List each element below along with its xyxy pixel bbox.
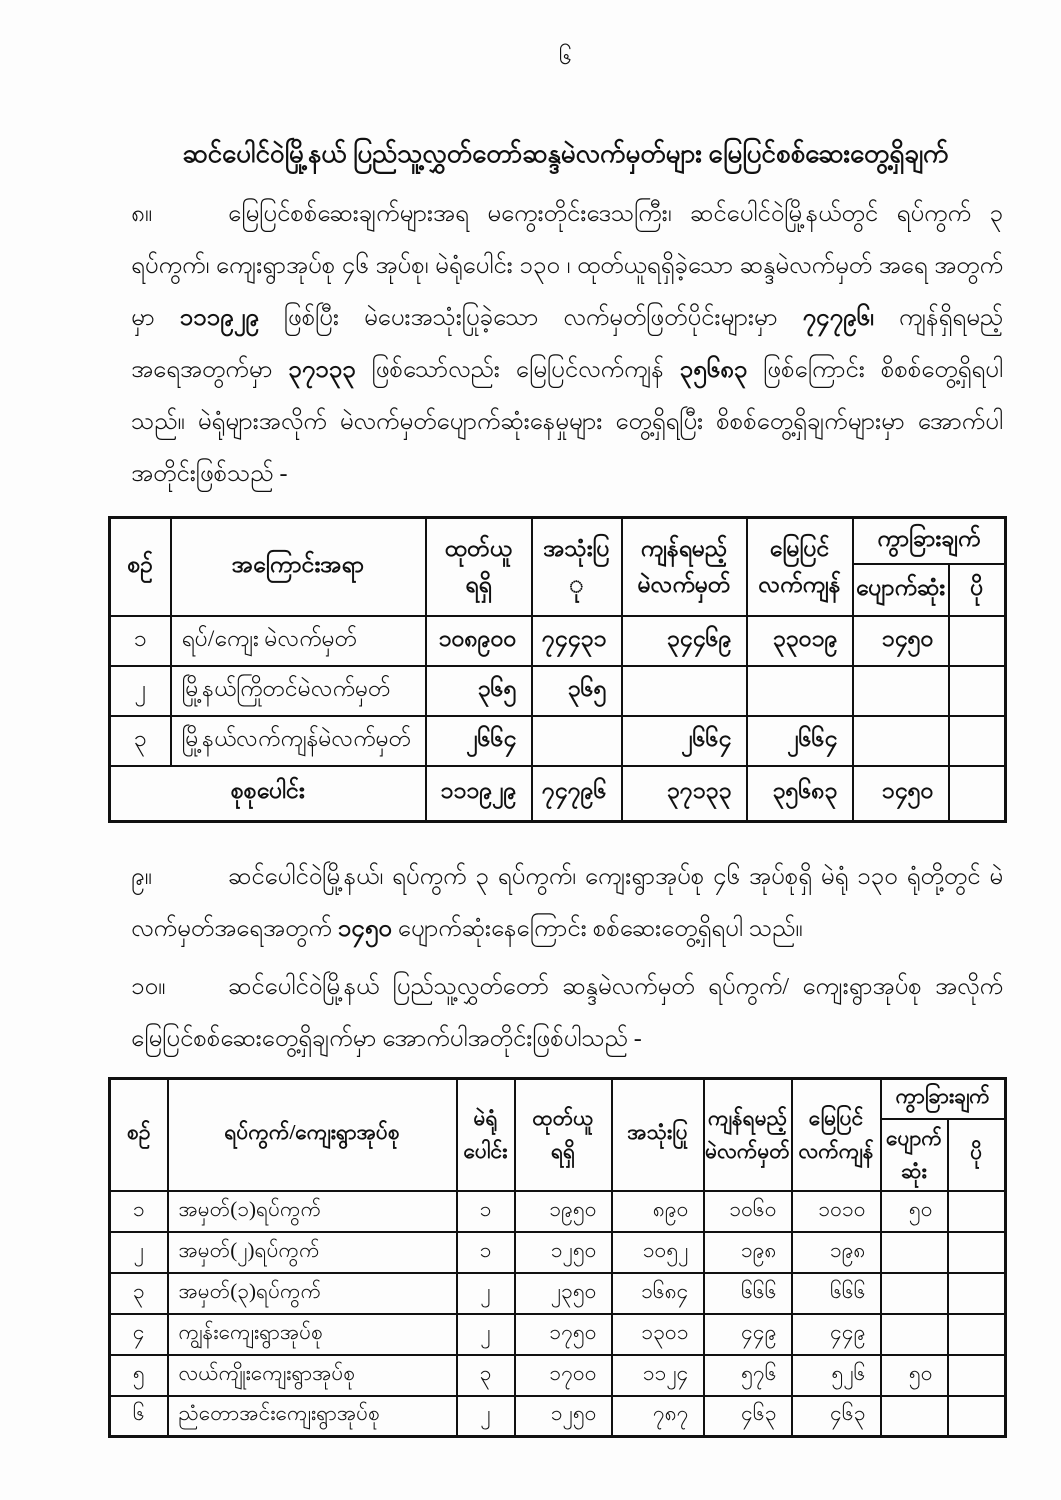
emphasized-number: ၁၁၁၉၂၉ xyxy=(179,305,259,331)
page-number: ၆ xyxy=(559,44,572,69)
table-cell: ၂၆၆၄ xyxy=(622,716,747,766)
paragraph-10-number: ၁၀။ xyxy=(131,974,166,1000)
table-cell: ကျွန်းကျေးရွာအုပ်စု xyxy=(168,1314,457,1355)
table-cell: ၂ xyxy=(457,1273,515,1314)
total-excess xyxy=(949,766,1006,822)
t1-header-ground-line2: လက်ကျန် xyxy=(758,571,841,597)
table-cell: အမှတ်(၃)ရပ်ကွက် xyxy=(168,1273,457,1314)
table-row xyxy=(110,716,1006,766)
table-cell: ၁၄၅၀ xyxy=(853,616,949,666)
t2-header-no: စဉ် xyxy=(110,1079,168,1191)
table-cell xyxy=(948,1355,1006,1396)
table-cell: ၁၀၁၀ xyxy=(792,1191,881,1232)
table-cell xyxy=(747,666,853,716)
t1-header-no: စဉ် xyxy=(110,518,171,616)
table-cell: ၁၀၈၉၀၀ xyxy=(426,616,532,666)
table-cell: ၃၃၀၁၉ xyxy=(747,616,853,666)
emphasized-number: ၁၄၅၀ xyxy=(337,916,392,942)
t1-header-remaining-line1: ကျန်ရမည့် xyxy=(640,536,728,562)
t2-header-difference: ကွာခြားချက် xyxy=(881,1079,1006,1119)
table-cell xyxy=(949,616,1006,666)
table-row xyxy=(110,1191,1006,1232)
t1-header-lost: ပျောက်ဆုံး xyxy=(853,564,949,616)
emphasized-number: ၃၅၆၈၃ xyxy=(679,357,748,383)
t1-header-ground xyxy=(747,518,853,616)
table-cell: ၁၇၅၀ xyxy=(515,1314,612,1355)
text-segment: ဖြစ်ကြောင်း စိစစ်တွေ့ရှိရပါ သည်။ မဲရုံများအလိုက် မဲလက်မှတ်ပျောက်ဆုံးနေမှုများ တွေ့ရှိရပြီး စိစစ်တွေ့ရှိချက်များမှာ အောက်ပါအတိုင်းဖြစ်သည် - xyxy=(131,357,1003,487)
table-row xyxy=(110,666,1006,716)
t1-header-issued xyxy=(426,518,532,616)
table-cell: ၁၉၈ xyxy=(792,1232,881,1273)
ward-detail-table-header xyxy=(110,1079,1006,1191)
t2-header-ground xyxy=(792,1079,881,1191)
table-cell xyxy=(532,716,622,766)
table-cell: မြို့နယ်လက်ကျန်မဲလက်မှတ် xyxy=(171,716,426,766)
table-cell: ၆၆၆ xyxy=(704,1273,792,1314)
paragraph-8 xyxy=(131,188,1003,500)
table-cell: ၃ xyxy=(110,716,171,766)
t2-header-excess: ပို xyxy=(948,1119,1006,1191)
total-row xyxy=(110,766,1006,822)
text-segment: ကျန်ရှိရမည့် အရေအတွက်မှာ xyxy=(131,305,1003,383)
table-cell: ၂၃၅၀ xyxy=(515,1273,612,1314)
table-cell: ၁၉၈ xyxy=(704,1232,792,1273)
table-cell: မြို့နယ်ကြိုတင်မဲလက်မှတ် xyxy=(171,666,426,716)
paragraph-9-number: ၉။ xyxy=(131,864,152,890)
table-cell: ၁၉၅၀ xyxy=(515,1191,612,1232)
table-cell xyxy=(853,666,949,716)
document-title: ဆင်ပေါင်ဝဲမြို့နယ် ပြည်သူ့လွှတ်တော်ဆန္ဒမဲလက်မှတ်များ မြေပြင်စစ်ဆေးတွေ့ရှိချက် xyxy=(182,139,949,168)
table-cell xyxy=(948,1191,1006,1232)
emphasized-number: ၇၄၇၉၆၊ xyxy=(802,305,874,331)
table-row xyxy=(110,616,1006,666)
table-cell: ၄ xyxy=(110,1314,168,1355)
table-cell: ၄၄၉ xyxy=(704,1314,792,1355)
t2-header-remaining-line1: ကျန်ရမည့် xyxy=(707,1106,788,1131)
table-cell: ၁၂၅၀ xyxy=(515,1232,612,1273)
t2-header-stations xyxy=(457,1079,515,1191)
table-cell: ၂ xyxy=(457,1396,515,1437)
t2-header-stations-line1: မဲရုံ xyxy=(473,1106,498,1131)
table-cell: ၁ xyxy=(110,616,171,666)
table-cell xyxy=(622,666,747,716)
table-cell: ၂ xyxy=(110,1232,168,1273)
t1-header-issued-line1: ထုတ်ယူ xyxy=(445,536,512,562)
table-cell: ၄၆၃ xyxy=(704,1396,792,1437)
ballot-summary-table xyxy=(108,516,1007,823)
table-cell: ၂ xyxy=(457,1314,515,1355)
t1-header-issued-line2: ရရှိ xyxy=(465,571,492,597)
table-cell xyxy=(853,716,949,766)
t2-header-issued-line2: ရရှိ xyxy=(550,1138,576,1163)
ballot-summary-table-header xyxy=(110,518,1006,616)
table-cell: ညံတောအင်းကျေးရွာအုပ်စု xyxy=(168,1396,457,1437)
table-cell: ၁၆၈၄ xyxy=(612,1273,704,1314)
table-cell: ၄၆၃ xyxy=(792,1396,881,1437)
text-segment: ပျောက်ဆုံးနေကြောင်း စစ်ဆေးတွေ့ရှိရပါ သည်။ xyxy=(391,916,803,942)
t1-header-excess: ပို xyxy=(949,564,1006,616)
table-cell: ၁၂၅၀ xyxy=(515,1396,612,1437)
table-cell: ၅၇၆ xyxy=(704,1355,792,1396)
t2-header-lost-line2: ဆုံး xyxy=(901,1158,927,1183)
table-cell xyxy=(881,1314,948,1355)
t2-header-remaining-line2: မဲလက်မှတ် xyxy=(705,1138,790,1163)
table-row xyxy=(110,1314,1006,1355)
paragraph-8-number: ၈။ xyxy=(131,201,152,227)
t1-header-remaining xyxy=(622,518,747,616)
table-cell: အမှတ်(၂)ရပ်ကွက် xyxy=(168,1232,457,1273)
t1-header-ground-line1: မြေပြင် xyxy=(769,536,830,562)
table-cell: ၁ xyxy=(110,1191,168,1232)
table-cell: ၂ xyxy=(110,666,171,716)
table-cell: လယ်ကျိုးကျေးရွာအုပ်စု xyxy=(168,1355,457,1396)
table-cell: ၁ xyxy=(457,1191,515,1232)
total-lost: ၁၄၅၀ xyxy=(853,766,949,822)
t2-header-remaining xyxy=(704,1079,792,1191)
text-segment: ဆင်ပေါင်ဝဲမြို့နယ်၊ ရပ်ကွက် ၃ ရပ်ကွက်၊ ကျေးရွာအုပ်စု ၄၆ အုပ်စုရှိ မဲရုံ ၁၃၀ ရုံတို့တွင် မဲလက်မှတ်အရေအတွက် xyxy=(131,864,1003,942)
table-cell: ၁ xyxy=(457,1232,515,1273)
table-cell: ၁၀၆၀ xyxy=(704,1191,792,1232)
table-cell: ၃ xyxy=(110,1273,168,1314)
paragraph-9 xyxy=(131,851,1003,955)
text-segment: မြေပြင်စစ်ဆေးချက်များအရ မကွေးတိုင်းဒေသကြီး၊ ဆင်ပေါင်ဝဲမြို့နယ်တွင် ရပ်ကွက် ၃ ရပ်ကွက်၊ ကျေးရွာအုပ်စု ၄၆ အုပ်စု၊ မဲရုံပေါင်း ၁၃၀ ၊ ထုတ်ယူရရှိခဲ့သော ဆန္ဒမဲလက်မှတ် အရေ အတွက်မှာ xyxy=(131,201,1004,331)
t2-header-stations-line2: ပေါင်း xyxy=(463,1138,508,1163)
ballot-summary-table-body xyxy=(110,616,1006,766)
ward-detail-table xyxy=(108,1077,1007,1438)
table-cell: ၅၂၆ xyxy=(792,1355,881,1396)
t2-header-used: အသုံးပြု xyxy=(612,1079,704,1191)
t2-header-lost-line1: ပျောက် xyxy=(886,1125,942,1150)
paragraph-10 xyxy=(131,961,1003,1065)
total-ground: ၃၅၆၈၃ xyxy=(747,766,853,822)
text-segment: ဖြစ်ပြီး မဲပေးအသုံးပြုခဲ့သော လက်မှတ်ဖြတ်ပိုင်းများမှာ xyxy=(258,305,803,331)
table-cell xyxy=(881,1232,948,1273)
t1-header-used-line1: အသုံးပြ xyxy=(543,536,610,562)
table-cell: ၄၄၉ xyxy=(792,1314,881,1355)
table-cell xyxy=(949,716,1006,766)
table-cell: ၂၆၆၄ xyxy=(747,716,853,766)
paragraph-10-text xyxy=(131,974,1003,1052)
t1-header-remaining-line2: မဲလက်မှတ် xyxy=(637,571,731,597)
paragraph-8-text xyxy=(131,201,1003,487)
table-cell xyxy=(949,666,1006,716)
total-issued: ၁၁၁၉၂၉ xyxy=(426,766,532,822)
t1-header-difference: ကွာခြားချက် xyxy=(853,518,1006,564)
table-cell xyxy=(948,1273,1006,1314)
table-cell: ၆၆၆ xyxy=(792,1273,881,1314)
t2-header-issued xyxy=(515,1079,612,1191)
table-cell xyxy=(948,1396,1006,1437)
text-segment: ဆင်ပေါင်ဝဲမြို့နယ် ပြည်သူ့လွှတ်တော် ဆန္ဒမဲလက်မှတ် ရပ်ကွက်/ ကျေးရွာအုပ်စု အလိုက် မြေပြင်စစ်ဆေးတွေ့ရှိချက်မှာ အောက်ပါအတိုင်းဖြစ်ပါသည် - xyxy=(131,974,1003,1052)
table-cell xyxy=(881,1273,948,1314)
table-cell: ၃၆၅ xyxy=(532,666,622,716)
t2-header-issued-line1: ထုတ်ယူ xyxy=(532,1106,594,1131)
ballot-summary-table-total xyxy=(110,766,1006,822)
table-cell: ရပ်/ကျေး မဲလက်မှတ် xyxy=(171,616,426,666)
t1-header-subject: အကြောင်းအရာ xyxy=(171,518,426,616)
t1-header-used-line2: ု xyxy=(569,571,584,597)
total-used: ၇၄၇၉၆ xyxy=(532,766,622,822)
t1-header-used xyxy=(532,518,622,616)
table-cell xyxy=(948,1232,1006,1273)
table-cell: အမှတ်(၁)ရပ်ကွက် xyxy=(168,1191,457,1232)
table-row xyxy=(110,1232,1006,1273)
table-cell: ၃ xyxy=(457,1355,515,1396)
table-cell: ၂၆၆၄ xyxy=(426,716,532,766)
table-cell: ၇၈၇ xyxy=(612,1396,704,1437)
table-cell: ၇၄၄၃၁ xyxy=(532,616,622,666)
total-remaining: ၃၇၁၃၃ xyxy=(622,766,747,822)
table-cell: ၃၆၅ xyxy=(426,666,532,716)
t2-header-ward: ရပ်ကွက်/ကျေးရွာအုပ်စု xyxy=(168,1079,457,1191)
table-cell xyxy=(881,1396,948,1437)
table-cell: ၅၀ xyxy=(881,1191,948,1232)
table-cell: ၈၉၀ xyxy=(612,1191,704,1232)
table-cell xyxy=(948,1314,1006,1355)
table-row xyxy=(110,1396,1006,1437)
total-label: စုစုပေါင်း xyxy=(110,766,426,822)
t2-header-lost xyxy=(881,1119,948,1191)
table-cell: ၁၁၂၄ xyxy=(612,1355,704,1396)
t2-header-ground-line2: လက်ကျန် xyxy=(798,1138,874,1163)
t2-header-ground-line1: မြေပြင် xyxy=(808,1106,864,1131)
paragraph-9-text xyxy=(131,864,1003,942)
table-row xyxy=(110,1355,1006,1396)
table-cell: ၅၀ xyxy=(881,1355,948,1396)
table-cell: ၁၀၅၂ xyxy=(612,1232,704,1273)
table-cell: ၆ xyxy=(110,1396,168,1437)
table-cell: ၁၃၀၁ xyxy=(612,1314,704,1355)
emphasized-number: ၃၇၁၃၃ xyxy=(288,357,356,383)
table-cell: ၅ xyxy=(110,1355,168,1396)
table-cell: ၁၇၀၀ xyxy=(515,1355,612,1396)
table-cell: ၃၄၄၆၉ xyxy=(622,616,747,666)
table-row xyxy=(110,1273,1006,1314)
ward-detail-table-body xyxy=(110,1191,1006,1437)
text-segment: ဖြစ်သော်လည်း မြေပြင်လက်ကျန် xyxy=(355,357,680,383)
